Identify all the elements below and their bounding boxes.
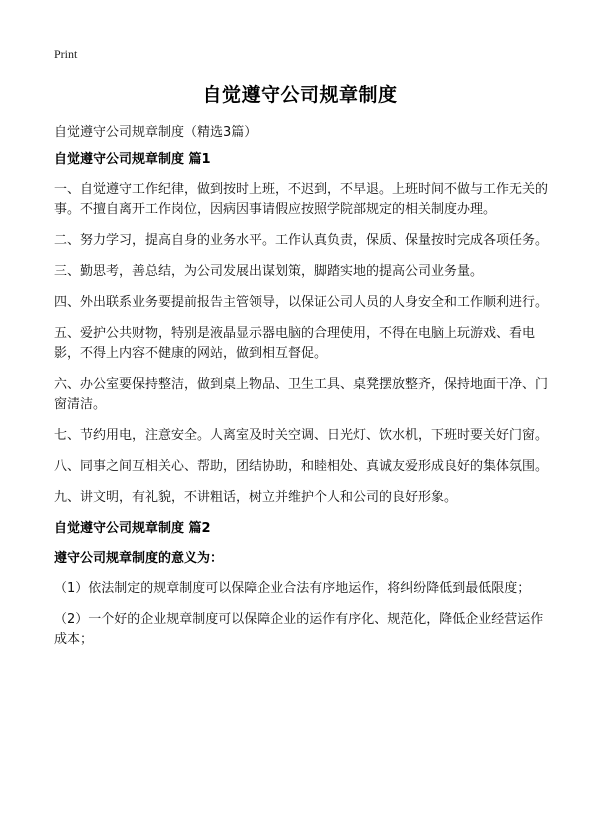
section-1-item-9: 九、讲文明，有礼貌，不讲粗话，树立并维护个人和公司的良好形象。 [54, 490, 458, 505]
section-1-item-7: 七、节约用电，注意安全。人离室及时关空调、日光灯、饮水机，下班时要关好门窗。 [54, 428, 549, 443]
section-1-heading: 自觉遵守公司规章制度 篇1 [54, 152, 211, 167]
print-label: Print [54, 47, 78, 61]
section-1-item-1: 一、自觉遵守工作纪律，做到按时上班，不迟到，不早退。上班时间不做与工作无关的事。不擅自离开工作岗位，因病因事请假应按照学院部规定的相关制度办理。 [54, 182, 549, 217]
section-1-item-3: 三、勤思考，善总结，为公司发展出谋划策，脚踏实地的提高公司业务量。 [54, 264, 484, 279]
document-title: 自觉遵守公司规章制度 [202, 84, 398, 106]
section-2-subheading: 遵守公司规章制度的意义为： [54, 551, 224, 566]
section-1-item-8: 八、同事之间互相关心、帮助，团结协助，和睦相处、真诚友爱形成良好的集体氛围。 [54, 459, 549, 474]
document-body [54, 150, 554, 661]
section-1-item-4: 四、外出联系业务要提前报告主管领导，以保证公司人员的人身安全和工作顺利进行。 [54, 295, 549, 310]
document-subtitle: 自觉遵守公司规章制度（精选3篇） [54, 125, 258, 140]
section-1-item-6: 六、办公室要保持整洁，做到桌上物品、卫生工具、桌凳摆放整齐，保持地面干净、门窗清洁。 [54, 377, 549, 412]
section-1-item-2: 二、努力学习，提高自身的业务水平。工作认真负责，保质、保量按时完成各项任务。 [54, 233, 549, 248]
section-2-item-1: （1）依法制定的规章制度可以保障企业合法有序地运作，将纠纷降低到最低限度； [54, 581, 531, 596]
section-2-heading: 自觉遵守公司规章制度 篇2 [54, 521, 211, 536]
section-2-item-2: （2）一个好的企业规章制度可以保障企业的运作有序化、规范化，降低企业经营运作成本； [54, 612, 544, 647]
section-1-item-5: 五、爱护公共财物，特别是液晶显示器电脑的合理使用，不得在电脑上玩游戏、看电影，不得上内容不健康的网站，做到相互督促。 [54, 326, 536, 361]
